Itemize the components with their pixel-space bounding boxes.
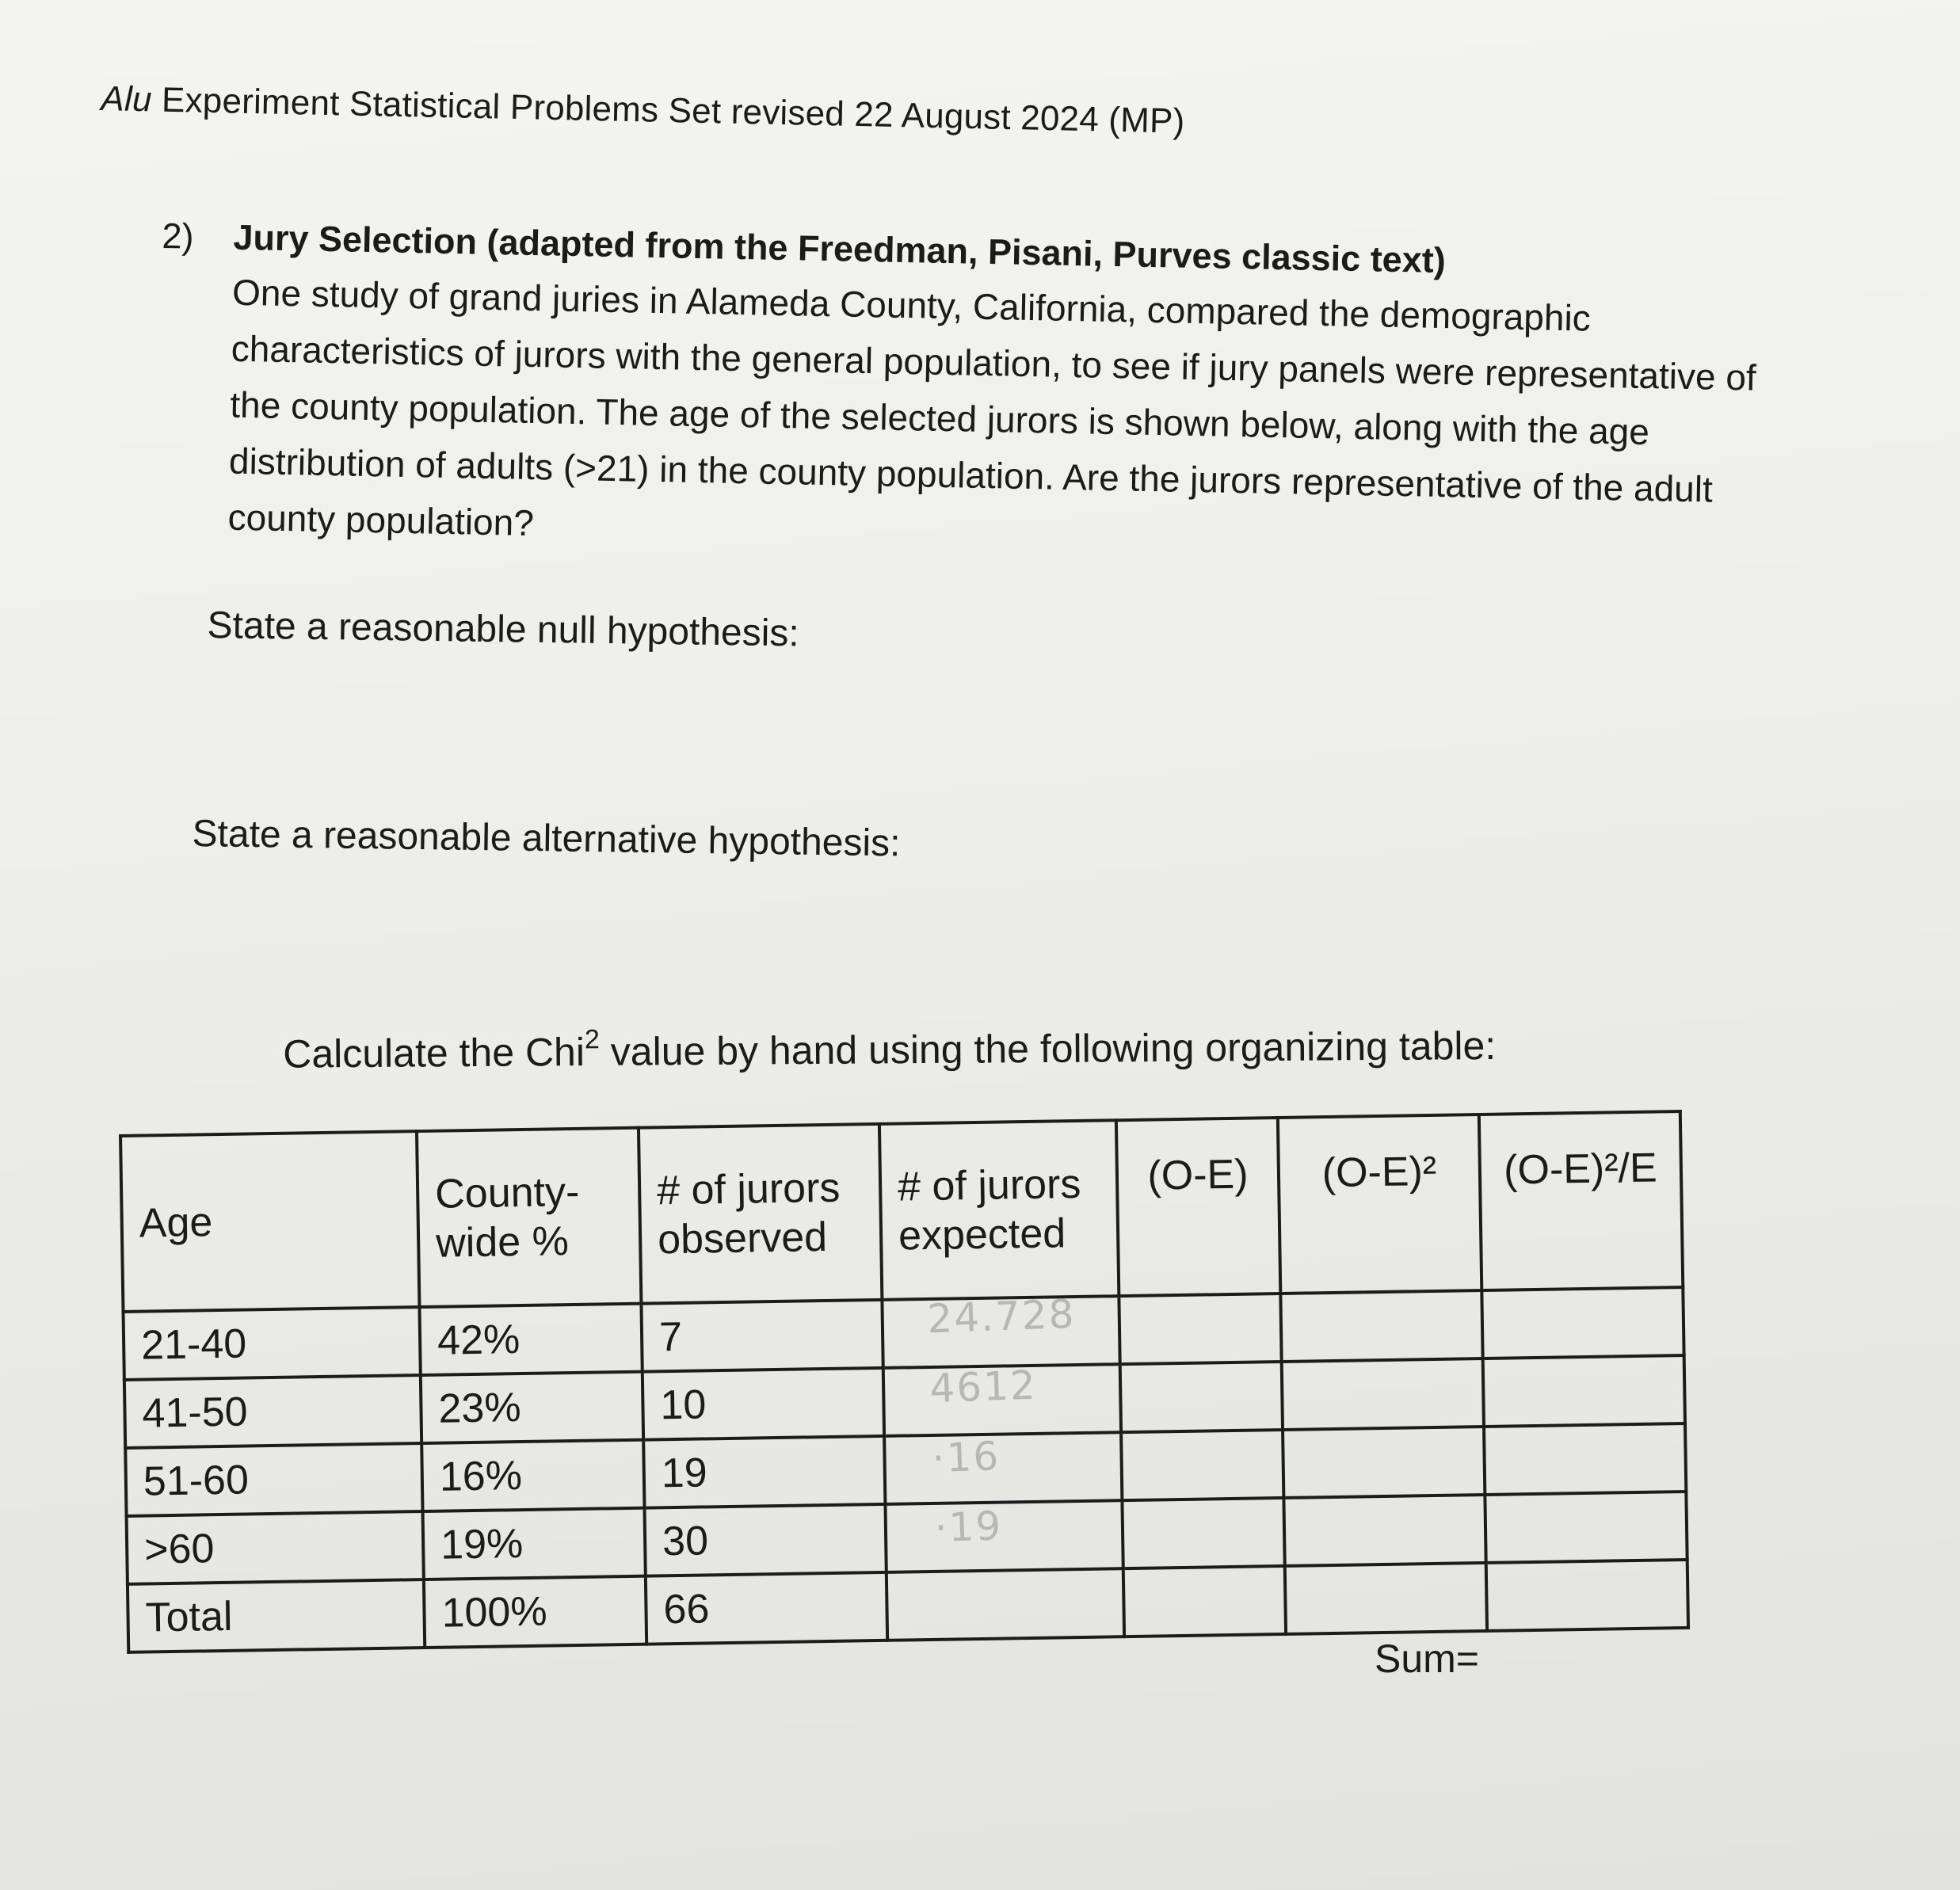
cell-observed[interactable]: 19 bbox=[643, 1436, 885, 1508]
pencil-annotations bbox=[926, 1279, 1084, 1563]
null-hypothesis-prompt: State a reasonable null hypothesis: bbox=[207, 604, 800, 655]
header-age: Age bbox=[120, 1131, 419, 1312]
header-chi-component: (O-E)²/E bbox=[1479, 1111, 1683, 1290]
question-line: county population? bbox=[227, 496, 535, 544]
cell-chi-component[interactable] bbox=[1486, 1560, 1688, 1631]
cell-total-label: Total bbox=[128, 1579, 425, 1652]
header-observed-line1: # of jurors bbox=[656, 1164, 841, 1214]
cell-age: 51-60 bbox=[125, 1443, 422, 1516]
cell-expected[interactable] bbox=[887, 1568, 1124, 1640]
cell-chi-component[interactable] bbox=[1484, 1423, 1686, 1495]
header-expected-line1: # of jurors bbox=[897, 1160, 1081, 1210]
cell-county-pct: 100% bbox=[424, 1576, 646, 1648]
cell-o-minus-e-squared[interactable] bbox=[1283, 1495, 1485, 1566]
cell-observed[interactable]: 7 bbox=[641, 1300, 883, 1372]
header-o-minus-e: (O-E) bbox=[1116, 1118, 1280, 1296]
table-header-row bbox=[120, 1111, 1683, 1312]
calc-text-end: value by hand using the following organizing table: bbox=[599, 1023, 1497, 1074]
cell-observed[interactable]: 30 bbox=[644, 1504, 886, 1576]
sum-label: Sum= bbox=[1375, 1637, 1480, 1681]
chi-square-instruction bbox=[283, 1021, 1496, 1076]
cell-o-minus-e[interactable] bbox=[1123, 1566, 1286, 1637]
cell-o-minus-e-squared[interactable] bbox=[1280, 1290, 1482, 1362]
cell-chi-component[interactable] bbox=[1481, 1287, 1684, 1358]
header-county-line1: County- bbox=[434, 1168, 580, 1217]
question-body bbox=[227, 265, 1880, 577]
cell-o-minus-e-squared[interactable] bbox=[1282, 1358, 1484, 1430]
chi-square-table-wrap bbox=[119, 1110, 1690, 1654]
cell-o-minus-e[interactable] bbox=[1120, 1362, 1283, 1432]
question-number: 2) bbox=[162, 215, 195, 257]
cell-o-minus-e-squared[interactable] bbox=[1283, 1427, 1485, 1498]
cell-chi-component[interactable] bbox=[1483, 1355, 1685, 1427]
cell-o-minus-e[interactable] bbox=[1122, 1498, 1284, 1568]
header-o-minus-e-squared: (O-E)² bbox=[1278, 1115, 1481, 1294]
question-line: distribution of adults (>21) in the county population. Are the jurors representative of the adult bbox=[228, 440, 1714, 510]
header-expected-line2: expected bbox=[898, 1210, 1066, 1259]
calc-superscript: 2 bbox=[584, 1024, 600, 1055]
cell-observed[interactable]: 10 bbox=[643, 1368, 884, 1440]
cell-county-pct: 23% bbox=[421, 1372, 643, 1443]
page-header bbox=[101, 79, 1185, 142]
cell-county-pct: 19% bbox=[423, 1508, 646, 1579]
header-county-wide bbox=[417, 1128, 641, 1307]
question-line: characteristics of jurors with the general population, to see if jury panels were representative of bbox=[231, 327, 1757, 398]
header-observed bbox=[639, 1124, 882, 1304]
question-line: One study of grand juries in Alameda County, California, compared the demographic bbox=[231, 271, 1592, 339]
header-title-italic: Alu bbox=[100, 79, 153, 120]
header-title: Experiment Statistical Problems Set revised 22 August 2024 (MP) bbox=[151, 80, 1185, 141]
question-block bbox=[156, 215, 1889, 577]
header-county-line2: wide % bbox=[435, 1218, 570, 1267]
question-line: the county population. The age of the selected jurors is shown below, along with the age bbox=[229, 383, 1650, 453]
cell-age: >60 bbox=[127, 1511, 424, 1584]
cell-county-pct: 16% bbox=[421, 1440, 644, 1511]
question-heading: Jury Selection (adapted from the Freedman, Pisani, Purves classic text) bbox=[233, 216, 1447, 281]
cell-county-pct: 42% bbox=[419, 1304, 642, 1375]
alternative-hypothesis-prompt: State a reasonable alternative hypothesis: bbox=[192, 812, 901, 865]
header-expected bbox=[879, 1120, 1119, 1300]
cell-observed[interactable]: 66 bbox=[646, 1572, 887, 1644]
cell-o-minus-e-squared[interactable] bbox=[1285, 1563, 1487, 1634]
cell-o-minus-e[interactable] bbox=[1121, 1430, 1283, 1500]
header-observed-line2: observed bbox=[657, 1214, 828, 1263]
cell-age: 41-50 bbox=[124, 1375, 421, 1448]
chi-square-table bbox=[119, 1110, 1690, 1654]
pencil-mark: ·16 bbox=[931, 1433, 1001, 1482]
cell-age: 21-40 bbox=[124, 1307, 421, 1380]
calc-text-start: Calculate the Chi bbox=[283, 1029, 585, 1076]
cell-chi-component[interactable] bbox=[1485, 1492, 1687, 1563]
pencil-mark: 24.728 bbox=[926, 1290, 1077, 1343]
pencil-mark: ·19 bbox=[933, 1503, 1004, 1552]
pencil-mark: 4612 bbox=[929, 1362, 1038, 1412]
cell-o-minus-e[interactable] bbox=[1119, 1294, 1281, 1364]
